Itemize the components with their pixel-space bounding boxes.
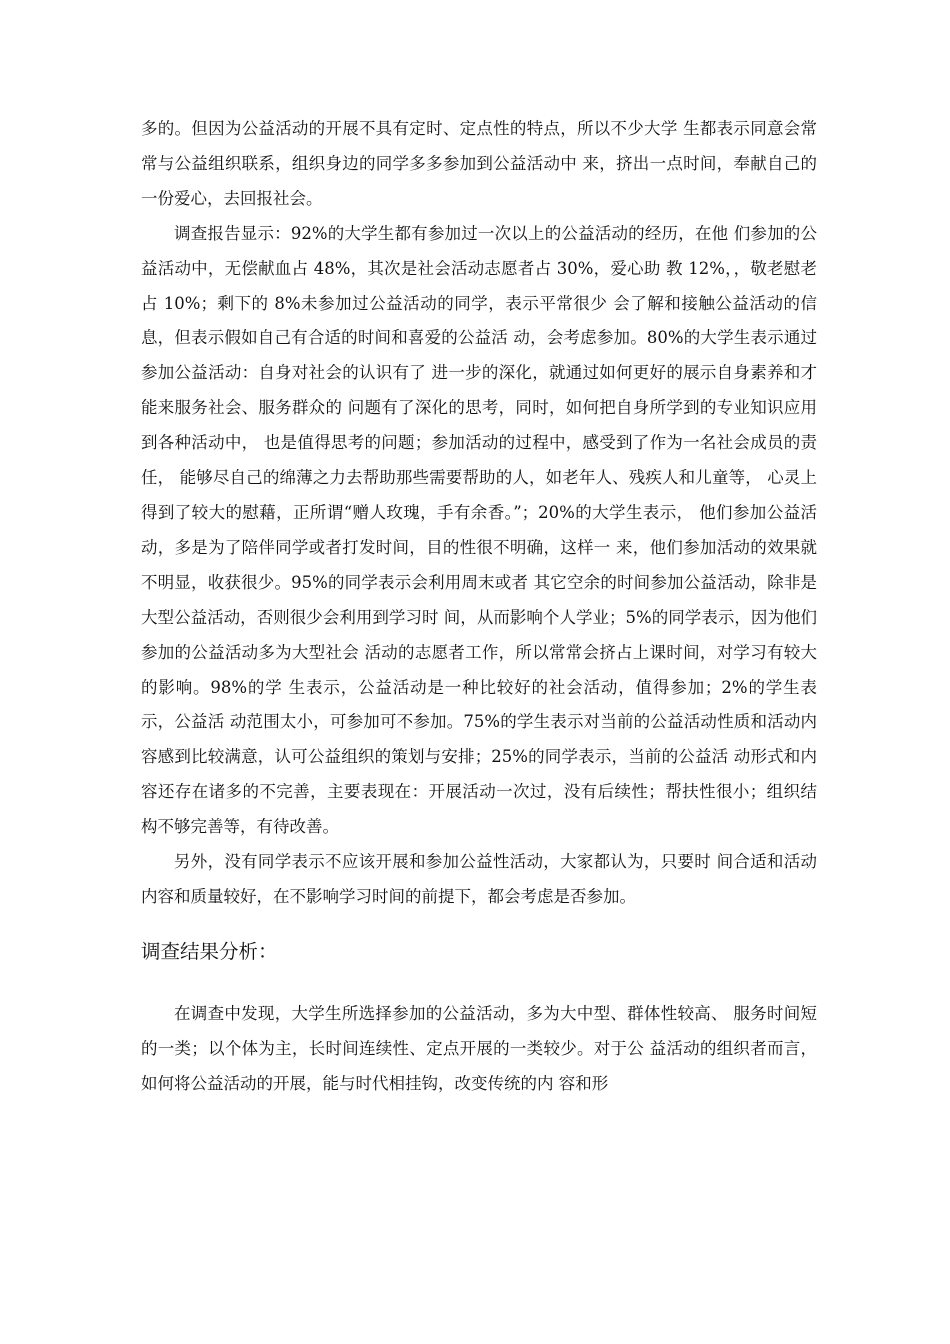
paragraph-survey-report: 调查报告显示：92%的大学生都有参加过一次以上的公益活动的经历，在他 们参加的公益活动中，无偿献血占 48%，其次是社会活动志愿者占 30%，爱心助 教 12%，，敬老慰老占 10%；剩下的 8%未参加过公益活动的同学，表示平常很少 会了解和接触公益活动的信息，但表示假如自己有合适的时间和喜爱的公益活 动，会考虑参加。80%的大学生表示通过参加公益活动：自身对社会的认识有了 进一步的深化，就通过如何更好的展示自身素养和才能来服务社会、服务群众的 问题有了深化的思考，同时，如何把自身所学到的专业知识应用到各种活动中， 也是值得思考的问题；参加活动的过程中，感受到了作为一名社会成员的责任， 能够尽自己的绵薄之力去帮助那些需要帮助的人，如老年人、残疾人和儿童等， 心灵上得到了较大的慰藉，正所谓“赠人玫瑰，手有余香。”；20%的大学生表示， 他们参加公益活动，多是为了陪伴同学或者打发时间，目的性很不明确，这样一 来，他们参加活动的效果就不明显，收获很少。95%的同学表示会利用周末或者 其它空余的时间参加公益活动，除非是大型公益活动，否则很少会利用到学习时 间，从而影响个人学业；5%的同学表示，因为他们参加的公益活动多为大型社会 活动的志愿者工作，所以常常会挤占上课时间，对学习有较大的影响。98%的学 生表示，公益活动是一种比较好的社会活动，值得参加；2%的学生表示，公益活 动范围太小，可参加可不参加。75%的学生表示对当前的公益活动性质和活动内 容感到比较满意，认可公益组织的策划与安排；25%的同学表示，当前的公益活 动形式和内容还存在诸多的不完善，主要表现在：开展活动一次过，没有后续性；帮扶性很小；组织结构不够完善等，有待改善。 xyxy=(141,223,817,837)
section-heading: 调查结果分析： xyxy=(141,939,278,963)
paragraph-additional: 另外，没有同学表示不应该开展和参加公益性活动，大家都认为，只要时 间合适和活动内容和质量较好，在不影响学习时间的前提下，都会考虑是否参加。 xyxy=(141,852,817,906)
document-page xyxy=(141,112,817,1102)
paragraph-analysis: 在调查中发现，大学生所选择参加的公益活动，多为大中型、群体性较高、 服务时间短的一类；以个体为主，长时间连续性、定点开展的一类较少。对于公 益活动的组织者而言，如何将公益活动的开展，能与时代相挂钩，改变传统的内 容和形 xyxy=(141,1003,817,1093)
paragraph-continuation: 多的。但因为公益活动的开展不具有定时、定点性的特点，所以不少大学 生都表示同意会常常与公益组织联系，组织身边的同学多多参加到公益活动中 来，挤出一点时间，奉献自己的一份爱心，去回报社会。 xyxy=(141,119,817,208)
